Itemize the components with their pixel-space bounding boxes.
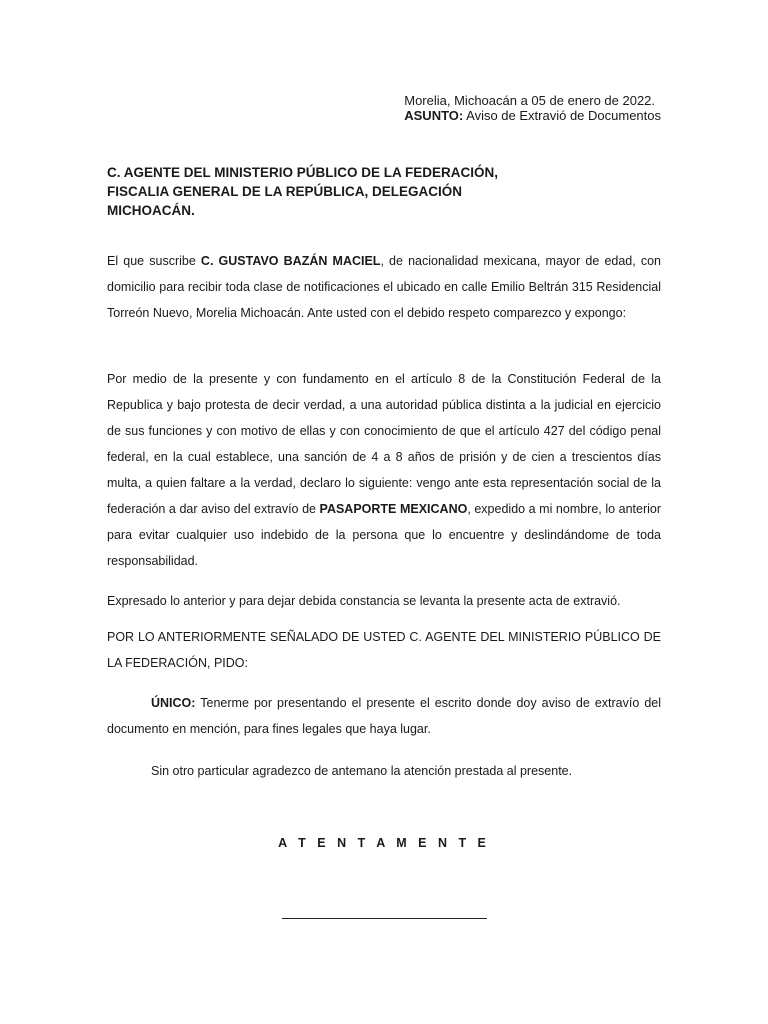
- addressee-line-1: C. AGENTE DEL MINISTERIO PÚBLICO DE LA FEDERACIÓN,: [107, 165, 499, 180]
- letter-header: [404, 93, 661, 123]
- intro-rest: , de nacionalidad mexicana, mayor de edad, con domicilio para recibir toda clase de notificaciones el ubicado en calle Emilio Beltrán 315 Residencial Torreón Nuevo, Morelia Michoacán. Ante usted con el debido respeto comparezco y expongo:: [107, 254, 662, 320]
- paragraph-request: POR LO ANTERIORMENTE SEÑALADO DE USTED C. AGENTE DEL MINISTERIO PÚBLICO DE LA FEDERACIÓN, PIDO:: [107, 630, 661, 670]
- paragraph-introduction: [107, 248, 661, 326]
- intro-prefix: El que suscribe: [107, 254, 201, 268]
- signer-name: C. GUSTAVO BAZÁN MACIEL: [200, 254, 381, 268]
- addressee-line-3: MICHOACÁN.: [107, 203, 195, 218]
- unico-label: ÚNICO:: [151, 696, 196, 710]
- addressee-line-2: FISCALIA GENERAL DE LA REPÚBLICA, DELEGACIÓN: [107, 184, 463, 199]
- paragraph-unico: [107, 690, 661, 742]
- unico-text: Tenerme por presentando el presente el escrito donde doy aviso de extravío del documento en mención, para fines legales que haya lugar.: [107, 696, 661, 736]
- lost-document-name: PASAPORTE MEXICANO: [319, 502, 468, 516]
- closing-atentamente: A T E N T A M E N T E: [278, 836, 490, 850]
- declaration-prefix: Por medio de la presente y con fundamento en el artículo 8 de la Constitución Federal de la Republica y bajo protesta de decir verdad, a una autoridad pública distinta a la judicial en ejercicio de sus funciones y con motivo de ellas y con conocimiento de que el artículo 427 del código penal federal, en la cual establece, una sanción de 4 a 8 años de prisión y de cien a trescientos días multa, a quien faltare a la verdad, declaro lo siguiente: vengo ante esta representación social de la federación a dar aviso del extravío de: [107, 372, 661, 516]
- subject-text: Aviso de Extravió de Documentos: [463, 108, 661, 123]
- paragraph-thanks: Sin otro particular agradezco de antemano la atención prestada al presente.: [151, 764, 573, 778]
- addressee-block: [107, 163, 498, 220]
- signature-line: [282, 918, 487, 919]
- place-date: Morelia, Michoacán a 05 de enero de 2022.: [404, 93, 656, 108]
- declaration-rest: , expedido a mi nombre, lo anterior para evitar cualquier uso indebido de la persona que lo encuentre y deslindándome de toda responsabilidad.: [107, 502, 661, 568]
- subject-line: [404, 108, 661, 123]
- paragraph-record: Expresado lo anterior y para dejar debida constancia se levanta la presente acta de extravió.: [107, 594, 621, 608]
- paragraph-declaration: [107, 366, 661, 574]
- subject-label: ASUNTO:: [404, 108, 464, 123]
